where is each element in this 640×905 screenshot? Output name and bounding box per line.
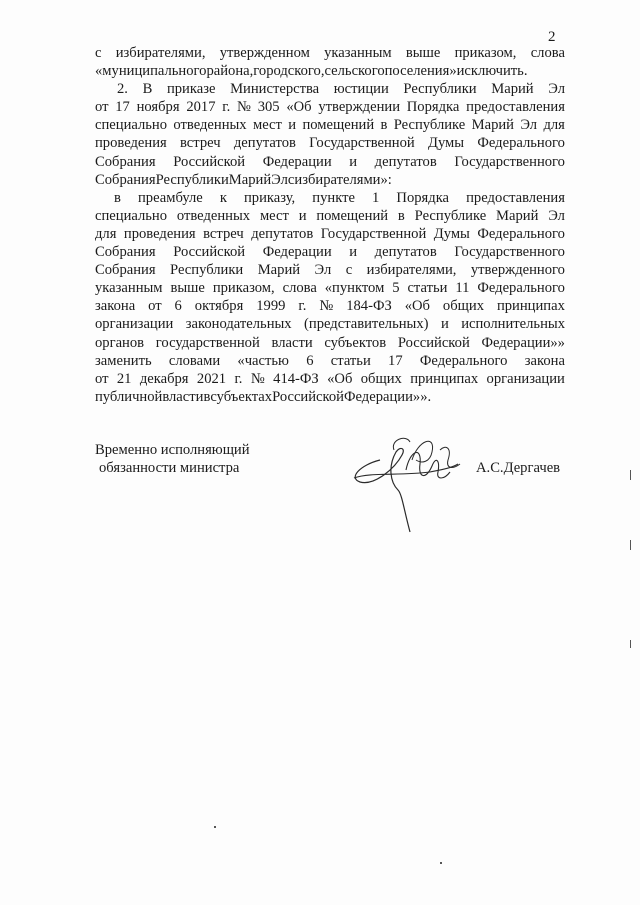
word: для bbox=[95, 225, 117, 242]
word: Марий bbox=[257, 262, 301, 279]
word: статьи bbox=[330, 352, 371, 369]
word: 11 bbox=[455, 280, 470, 297]
word: общих bbox=[442, 298, 484, 315]
word: выше bbox=[170, 280, 205, 297]
word: Федерального bbox=[477, 225, 565, 242]
word: г. bbox=[234, 370, 243, 387]
word: от bbox=[95, 370, 109, 387]
word: поселения» bbox=[384, 63, 457, 80]
word: Собрания bbox=[95, 153, 156, 170]
word: утвержденном bbox=[219, 45, 310, 61]
word: Республики bbox=[155, 171, 229, 188]
text-line bbox=[95, 62, 565, 80]
signatory-title-line-2: обязанности министра bbox=[99, 460, 240, 477]
word: Марий bbox=[471, 117, 514, 134]
text-line bbox=[95, 44, 565, 62]
word: отведенных bbox=[176, 207, 251, 224]
word: Собрания bbox=[95, 262, 156, 279]
word: депутатов bbox=[233, 135, 296, 152]
word: приказом, bbox=[212, 280, 275, 297]
word: г. bbox=[222, 99, 231, 116]
word: 2017 bbox=[186, 99, 216, 116]
word: публичной bbox=[95, 388, 163, 405]
word: Федерации»» bbox=[481, 334, 565, 351]
word: приказу, bbox=[244, 189, 296, 206]
word: в bbox=[397, 207, 405, 224]
word: проведения bbox=[95, 135, 167, 152]
word: Российской bbox=[173, 153, 246, 170]
word: избирателями, bbox=[115, 45, 206, 61]
word: организации bbox=[95, 316, 174, 333]
scan-speck bbox=[440, 862, 442, 864]
word: № bbox=[250, 370, 265, 387]
word: мест bbox=[252, 117, 282, 134]
word: органов bbox=[95, 334, 145, 351]
word: «муниципального bbox=[95, 63, 207, 80]
word: с bbox=[287, 171, 295, 188]
word: № bbox=[237, 99, 251, 116]
text-line bbox=[95, 315, 565, 333]
word: Государственной bbox=[309, 135, 415, 152]
word: 184-ФЗ bbox=[346, 298, 392, 315]
word: 2. bbox=[117, 81, 128, 98]
text-line bbox=[95, 388, 565, 406]
word: Государственной bbox=[320, 225, 427, 242]
word: 5 bbox=[392, 280, 400, 297]
text-line bbox=[95, 352, 565, 370]
text-line bbox=[95, 153, 565, 171]
word: в bbox=[203, 388, 211, 405]
text-line bbox=[95, 279, 565, 297]
word: и bbox=[349, 244, 358, 261]
word: депутатов bbox=[374, 244, 437, 261]
word: «частью bbox=[237, 352, 289, 369]
word: помещений bbox=[302, 117, 375, 134]
word: власти bbox=[162, 388, 204, 405]
word: № bbox=[319, 298, 334, 315]
word: и bbox=[298, 207, 307, 224]
word: Федерации bbox=[262, 244, 332, 261]
word: и bbox=[288, 117, 297, 134]
word: отведенных bbox=[173, 117, 247, 134]
word: Государственного bbox=[454, 153, 565, 170]
word: городского, bbox=[253, 63, 325, 80]
word: с bbox=[345, 262, 353, 279]
scan-speck bbox=[630, 470, 631, 480]
word: словами bbox=[168, 352, 221, 369]
word: г. bbox=[298, 298, 307, 315]
word: Федерации»». bbox=[343, 388, 432, 405]
word: государственной bbox=[155, 334, 260, 351]
word: приказом, bbox=[454, 45, 517, 61]
text-line bbox=[95, 98, 565, 116]
text-line bbox=[95, 80, 565, 98]
word: сельского bbox=[324, 63, 385, 80]
signatory-title-line-1: Временно исполняющий bbox=[95, 442, 250, 458]
signatory-name: А.С.Дергачев bbox=[476, 460, 561, 476]
word: указанным bbox=[324, 45, 392, 61]
word: и bbox=[349, 153, 358, 170]
text-line bbox=[95, 334, 565, 352]
scan-speck bbox=[630, 540, 631, 550]
word: Федерации bbox=[262, 153, 332, 170]
word: 21 bbox=[116, 370, 132, 387]
word: Думы bbox=[433, 225, 470, 242]
text-line bbox=[95, 171, 565, 189]
word: исключить. bbox=[456, 63, 528, 80]
document-body bbox=[95, 44, 565, 406]
word: Министерства bbox=[230, 81, 320, 98]
text-line bbox=[95, 297, 565, 315]
word: заменить bbox=[95, 352, 152, 369]
word: 2021 bbox=[196, 370, 227, 387]
word: Эл bbox=[314, 262, 332, 279]
word: в bbox=[380, 117, 388, 134]
word: для bbox=[543, 117, 565, 134]
word: Собрания bbox=[95, 244, 156, 261]
word: специально bbox=[95, 207, 168, 224]
text-line bbox=[95, 207, 565, 225]
word: Федерального bbox=[419, 352, 508, 369]
scan-speck bbox=[630, 640, 631, 648]
word: 17 bbox=[115, 99, 130, 116]
word: 6 bbox=[174, 298, 182, 315]
word: Порядка bbox=[406, 99, 460, 116]
word: «Об bbox=[286, 99, 312, 116]
word: организации bbox=[486, 370, 565, 387]
text-line bbox=[95, 189, 565, 207]
word: Эл bbox=[520, 117, 538, 134]
text-line bbox=[95, 261, 565, 279]
word: от bbox=[148, 298, 162, 315]
text-line bbox=[95, 116, 565, 134]
word: закона bbox=[524, 352, 565, 369]
word: предоставления bbox=[466, 99, 565, 116]
word: избирателями»: bbox=[294, 171, 392, 188]
word: с bbox=[95, 45, 102, 61]
word: «Об bbox=[404, 298, 430, 315]
word: принципах bbox=[496, 298, 565, 315]
word: специально bbox=[95, 117, 168, 134]
word: Российской bbox=[397, 334, 470, 351]
word: Эл bbox=[548, 207, 565, 224]
word: Эл bbox=[271, 171, 288, 188]
word: утвержденного bbox=[470, 262, 565, 279]
word: Республике bbox=[393, 117, 466, 134]
word: депутатов bbox=[374, 153, 437, 170]
text-line bbox=[95, 243, 565, 261]
word: 305 bbox=[257, 99, 280, 116]
text-line bbox=[95, 134, 565, 152]
word: закона bbox=[95, 298, 136, 315]
word: 17 bbox=[388, 352, 403, 369]
word: в bbox=[114, 189, 121, 206]
word: (представительных) bbox=[304, 316, 429, 333]
word: 6 bbox=[306, 352, 314, 369]
word: слова bbox=[530, 45, 565, 61]
word: депутатов bbox=[251, 225, 314, 242]
word: утверждении bbox=[318, 99, 401, 116]
word: избирателями, bbox=[366, 262, 457, 279]
word: слова bbox=[282, 280, 317, 297]
word: пункте bbox=[312, 189, 355, 206]
word: декабря bbox=[139, 370, 189, 387]
word: преамбуле bbox=[137, 189, 203, 206]
word: и bbox=[440, 316, 449, 333]
word: Марий bbox=[228, 171, 272, 188]
scan-speck bbox=[214, 826, 216, 828]
word: Марий bbox=[491, 81, 534, 98]
word: «Об bbox=[327, 370, 353, 387]
word: встреч bbox=[203, 225, 244, 242]
word: исполнительных bbox=[461, 316, 565, 333]
word: общих bbox=[360, 370, 402, 387]
word: Республики bbox=[170, 262, 244, 279]
word: юстиции bbox=[333, 81, 389, 98]
word: власти bbox=[271, 334, 313, 351]
text-line bbox=[95, 370, 565, 388]
word: «пунктом bbox=[324, 280, 385, 297]
word: Республике bbox=[414, 207, 487, 224]
word: статьи bbox=[407, 280, 448, 297]
word: законодательных bbox=[185, 316, 292, 333]
word: Собрания bbox=[95, 171, 156, 188]
word: 414-ФЗ bbox=[273, 370, 319, 387]
word: Государственного bbox=[454, 244, 565, 261]
word: к bbox=[219, 189, 227, 206]
word: Порядка bbox=[396, 189, 450, 206]
word: субъектов bbox=[324, 334, 387, 351]
word: Эл bbox=[548, 81, 565, 98]
word: выше bbox=[405, 45, 441, 61]
word: мест bbox=[259, 207, 289, 224]
word: проведения bbox=[123, 225, 196, 242]
word: Российской bbox=[173, 244, 246, 261]
word: Федерального bbox=[477, 280, 565, 297]
handwritten-signature bbox=[340, 420, 480, 540]
word: приказе bbox=[166, 81, 216, 98]
word: помещений bbox=[316, 207, 389, 224]
word: Российской bbox=[272, 388, 344, 405]
word: Республики bbox=[403, 81, 477, 98]
signatory-title bbox=[95, 441, 250, 477]
page-number: 2 bbox=[548, 29, 556, 45]
word: встреч bbox=[180, 135, 221, 152]
word: от bbox=[95, 99, 109, 116]
text-line bbox=[95, 225, 565, 243]
word: Думы bbox=[427, 135, 465, 152]
word: Марий bbox=[496, 207, 539, 224]
word: ноября bbox=[136, 99, 180, 116]
word: района, bbox=[206, 63, 254, 80]
word: Федерального bbox=[477, 135, 565, 152]
word: 1999 bbox=[256, 298, 286, 315]
word: предоставления bbox=[466, 189, 565, 206]
word: субъектах bbox=[210, 388, 273, 405]
word: указанным bbox=[95, 280, 163, 297]
word: 1 bbox=[372, 189, 380, 206]
word: октября bbox=[194, 298, 244, 315]
word: принципах bbox=[410, 370, 479, 387]
word: В bbox=[142, 81, 153, 98]
